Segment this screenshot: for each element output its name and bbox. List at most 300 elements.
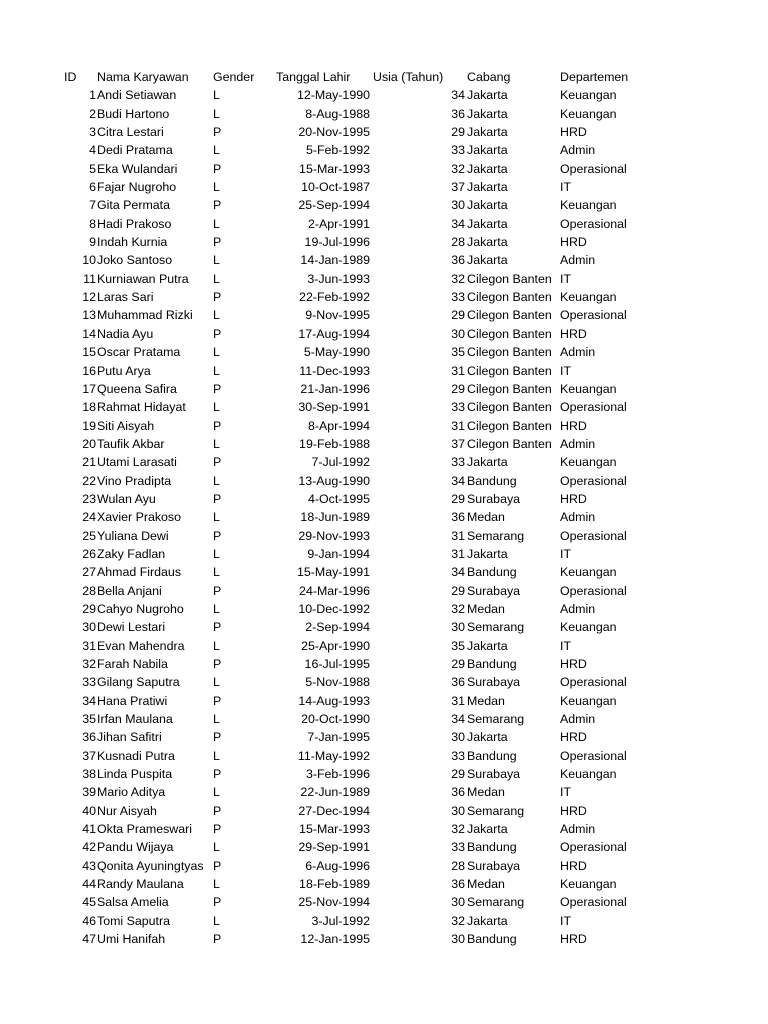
cell-dept: Keuangan: [560, 106, 617, 121]
cell-age: 29: [451, 125, 465, 140]
cell-name: Laras Sari: [97, 290, 154, 305]
table-row: [0, 838, 768, 856]
cell-age: 36: [451, 510, 465, 525]
cell-city: Jakarta: [467, 235, 508, 250]
cell-city: Jakarta: [467, 143, 508, 158]
cell-dept: Operasional: [560, 308, 627, 323]
cell-dept: Operasional: [560, 583, 627, 598]
cell-name: Bella Anjani: [97, 583, 162, 598]
cell-id: 24: [82, 510, 96, 525]
cell-gender: L: [213, 712, 220, 727]
cell-id: 8: [89, 216, 96, 231]
cell-gender: P: [213, 730, 222, 745]
cell-dob: 8-Aug-1988: [305, 106, 370, 121]
cell-age: 36: [451, 106, 465, 121]
cell-age: 31: [451, 363, 465, 378]
cell-gender: P: [213, 455, 222, 470]
cell-dob: 2-Sep-1994: [305, 620, 370, 635]
table-row: [0, 600, 768, 618]
cell-dept: Keuangan: [560, 565, 617, 580]
cell-age: 29: [451, 381, 465, 396]
table-row: [0, 251, 768, 269]
cell-id: 41: [82, 822, 96, 837]
cell-dept: IT: [560, 785, 572, 800]
cell-dept: HRD: [560, 730, 587, 745]
cell-age: 35: [451, 638, 465, 653]
cell-dob: 8-Apr-1994: [308, 418, 370, 433]
cell-gender: L: [213, 601, 220, 616]
cell-name: Qonita Ayuningtyas: [97, 858, 204, 873]
table-row: [0, 765, 768, 783]
cell-dept: Keuangan: [560, 620, 617, 635]
cell-dob: 27-Dec-1994: [298, 803, 370, 818]
cell-gender: P: [213, 235, 222, 250]
table-row: [0, 527, 768, 545]
cell-name: Irfan Maulana: [97, 712, 173, 727]
cell-city: Jakarta: [467, 88, 508, 103]
table-row: [0, 802, 768, 820]
cell-name: Vino Pradipta: [97, 473, 172, 488]
cell-age: 29: [451, 767, 465, 782]
cell-city: Cilegon Banten: [467, 345, 552, 360]
cell-name: Putu Arya: [97, 363, 151, 378]
table-row: [0, 893, 768, 911]
cell-age: 28: [451, 858, 465, 873]
cell-gender: P: [213, 381, 222, 396]
cell-age: 31: [451, 546, 465, 561]
cell-dob: 6-Aug-1996: [305, 858, 370, 873]
cell-dob: 15-May-1991: [296, 565, 370, 580]
cell-dob: 13-Aug-1990: [298, 473, 370, 488]
header-dob: Tanggal Lahir: [276, 70, 351, 84]
cell-dob: 19-Feb-1988: [299, 436, 370, 451]
table-row: [0, 178, 768, 196]
cell-name: Dedi Pratama: [97, 143, 173, 158]
cell-gender: L: [213, 106, 220, 121]
cell-name: Gilang Saputra: [97, 675, 180, 690]
cell-gender: L: [213, 748, 220, 763]
cell-city: Jakarta: [467, 638, 508, 653]
cell-gender: L: [213, 400, 220, 415]
table-row: [0, 912, 768, 930]
table-row: [0, 692, 768, 710]
cell-dept: Operasional: [560, 895, 627, 910]
cell-id: 4: [89, 143, 96, 158]
cell-gender: P: [213, 161, 222, 176]
table-row: [0, 728, 768, 746]
cell-gender: P: [213, 620, 222, 635]
cell-dept: Operasional: [560, 400, 627, 415]
cell-age: 34: [451, 216, 465, 231]
cell-dob: 3-Jul-1992: [311, 913, 370, 928]
cell-name: Linda Puspita: [97, 767, 173, 782]
table-row: [0, 655, 768, 673]
table-row: [0, 141, 768, 159]
cell-name: Okta Prameswari: [97, 822, 193, 837]
cell-dept: Keuangan: [560, 877, 617, 892]
table-row: [0, 398, 768, 416]
cell-name: Kusnadi Putra: [97, 748, 175, 763]
cell-dob: 20-Oct-1990: [301, 712, 370, 727]
cell-dob: 5-May-1990: [303, 345, 370, 360]
cell-gender: L: [213, 253, 220, 268]
cell-dept: Admin: [560, 345, 596, 360]
cell-dept: Operasional: [560, 528, 627, 543]
cell-dob: 29-Nov-1993: [298, 528, 370, 543]
cell-age: 30: [451, 620, 465, 635]
cell-gender: P: [213, 657, 222, 671]
table-body: [0, 86, 768, 948]
cell-dept: HRD: [560, 858, 587, 873]
cell-age: 36: [451, 877, 465, 892]
header-city: Cabang: [467, 70, 511, 84]
cell-gender: P: [213, 491, 222, 506]
cell-id: 27: [82, 565, 96, 580]
table-row: [0, 306, 768, 324]
cell-gender: L: [213, 143, 220, 158]
cell-dept: HRD: [560, 491, 587, 506]
cell-dept: Keuangan: [560, 290, 617, 305]
table-row: [0, 472, 768, 490]
cell-city: Jakarta: [467, 455, 508, 470]
cell-name: Taufik Akbar: [97, 436, 165, 451]
cell-name: Budi Hartono: [97, 106, 170, 121]
cell-id: 34: [82, 693, 96, 708]
cell-age: 32: [451, 271, 465, 286]
cell-city: Jakarta: [467, 161, 508, 176]
cell-dept: IT: [560, 363, 572, 378]
cell-dept: Operasional: [560, 675, 627, 690]
cell-city: Cilegon Banten: [467, 400, 552, 415]
cell-id: 15: [82, 345, 96, 360]
cell-dept: IT: [560, 913, 572, 928]
cell-city: Semarang: [467, 895, 525, 910]
cell-dob: 20-Nov-1995: [298, 125, 370, 140]
cell-dob: 11-May-1992: [297, 748, 370, 763]
cell-id: 35: [82, 712, 96, 727]
cell-city: Jakarta: [467, 125, 508, 140]
cell-id: 39: [82, 785, 96, 800]
cell-gender: P: [213, 125, 222, 140]
cell-city: Cilegon Banten: [467, 363, 552, 378]
cell-dob: 9-Nov-1995: [305, 308, 370, 323]
cell-id: 18: [82, 400, 96, 415]
cell-id: 46: [82, 913, 96, 928]
cell-dob: 2-Apr-1991: [308, 216, 370, 231]
table-row: [0, 417, 768, 435]
cell-city: Cilegon Banten: [467, 436, 552, 451]
cell-id: 23: [82, 491, 96, 506]
cell-gender: P: [213, 803, 222, 818]
cell-gender: P: [213, 895, 222, 910]
cell-name: Farah Nabila: [97, 657, 168, 671]
cell-name: Jihan Safitri: [97, 730, 162, 745]
cell-city: Semarang: [467, 528, 525, 543]
cell-id: 26: [82, 546, 96, 561]
employee-table: [0, 68, 768, 949]
cell-id: 7: [89, 198, 96, 213]
cell-age: 34: [451, 565, 465, 580]
cell-age: 32: [451, 822, 465, 837]
cell-id: 19: [82, 418, 96, 433]
cell-dob: 22-Jun-1989: [300, 785, 370, 800]
cell-dept: Operasional: [560, 473, 627, 488]
cell-city: Jakarta: [467, 730, 508, 745]
cell-age: 30: [451, 932, 465, 947]
table-row: [0, 343, 768, 361]
cell-dept: HRD: [560, 418, 587, 433]
cell-id: 5: [89, 161, 96, 176]
cell-name: Fajar Nugroho: [97, 180, 177, 195]
cell-dept: HRD: [560, 326, 587, 341]
cell-city: Medan: [467, 601, 505, 616]
cell-id: 13: [82, 308, 96, 323]
cell-dob: 30-Sep-1991: [298, 400, 370, 415]
cell-dob: 21-Jan-1996: [300, 381, 370, 396]
cell-id: 22: [82, 473, 96, 488]
table-row: [0, 233, 768, 251]
cell-dob: 3-Feb-1996: [305, 767, 370, 782]
cell-age: 33: [451, 840, 465, 855]
cell-dept: Admin: [560, 822, 596, 837]
cell-dept: Keuangan: [560, 381, 617, 396]
cell-dob: 5-Nov-1988: [305, 675, 370, 690]
cell-gender: P: [213, 418, 222, 433]
header-dept: Departemen: [560, 70, 629, 84]
cell-city: Jakarta: [467, 546, 508, 561]
cell-id: 33: [82, 675, 96, 690]
cell-dept: IT: [560, 638, 572, 653]
cell-age: 31: [451, 418, 465, 433]
cell-name: Siti Aisyah: [97, 418, 155, 433]
table-row: [0, 545, 768, 563]
header-name: Nama Karyawan: [97, 70, 189, 84]
cell-id: 6: [89, 180, 96, 195]
cell-dept: Admin: [560, 510, 596, 525]
cell-dept: Keuangan: [560, 455, 617, 470]
cell-dept: Operasional: [560, 161, 627, 176]
cell-age: 37: [451, 180, 465, 195]
cell-city: Jakarta: [467, 913, 508, 928]
cell-gender: L: [213, 88, 220, 103]
cell-name: Zaky Fadlan: [97, 546, 166, 561]
cell-dob: 24-Mar-1996: [299, 583, 370, 598]
cell-name: Citra Lestari: [97, 125, 164, 140]
cell-dept: Admin: [560, 143, 596, 158]
cell-id: 42: [82, 840, 96, 855]
cell-age: 30: [451, 730, 465, 745]
cell-dob: 5-Feb-1992: [305, 143, 370, 158]
table-row: [0, 673, 768, 691]
cell-age: 30: [451, 198, 465, 213]
cell-name: Nadia Ayu: [97, 326, 154, 341]
cell-id: 12: [82, 290, 96, 305]
cell-id: 2: [89, 106, 96, 121]
cell-city: Jakarta: [467, 198, 508, 213]
table-row: [0, 820, 768, 838]
cell-dept: Operasional: [560, 748, 627, 763]
cell-city: Jakarta: [467, 180, 508, 195]
cell-gender: L: [213, 510, 220, 525]
cell-id: 10: [82, 253, 96, 268]
cell-city: Surabaya: [467, 583, 521, 598]
cell-name: Gita Permata: [97, 198, 170, 213]
table-row: [0, 783, 768, 801]
cell-name: Hana Pratiwi: [97, 693, 168, 708]
cell-gender: L: [213, 546, 220, 561]
cell-dept: Admin: [560, 253, 596, 268]
cell-city: Medan: [467, 785, 505, 800]
cell-age: 37: [451, 436, 465, 451]
cell-id: 9: [89, 235, 96, 250]
cell-city: Bandung: [467, 657, 517, 671]
cell-gender: L: [213, 877, 220, 892]
cell-city: Surabaya: [467, 491, 521, 506]
cell-dob: 11-Dec-1993: [299, 363, 370, 378]
table-header-row: [0, 68, 768, 86]
cell-age: 34: [451, 712, 465, 727]
cell-id: 40: [82, 803, 96, 818]
header-id: ID: [64, 70, 77, 84]
cell-age: 28: [451, 235, 465, 250]
cell-gender: L: [213, 363, 220, 378]
cell-gender: P: [213, 326, 222, 341]
table-row: [0, 196, 768, 214]
cell-age: 29: [451, 657, 465, 671]
cell-gender: P: [213, 822, 222, 837]
cell-dept: Admin: [560, 712, 596, 727]
cell-age: 36: [451, 785, 465, 800]
cell-age: 29: [451, 491, 465, 506]
cell-city: Semarang: [467, 803, 525, 818]
table-row: [0, 325, 768, 343]
cell-id: 36: [82, 730, 96, 745]
cell-city: Bandung: [467, 932, 517, 947]
cell-dob: 18-Jun-1989: [300, 510, 370, 525]
table-row: [0, 508, 768, 526]
cell-age: 30: [451, 326, 465, 341]
table-row: [0, 288, 768, 306]
cell-dept: IT: [560, 271, 572, 286]
cell-city: Surabaya: [467, 767, 521, 782]
table-row: [0, 747, 768, 765]
cell-dept: HRD: [560, 932, 587, 947]
cell-id: 28: [82, 583, 96, 598]
cell-age: 34: [451, 473, 465, 488]
cell-id: 43: [82, 858, 96, 873]
cell-gender: L: [213, 785, 220, 800]
cell-age: 33: [451, 400, 465, 415]
cell-gender: L: [213, 216, 220, 231]
cell-age: 35: [451, 345, 465, 360]
cell-gender: P: [213, 767, 222, 782]
cell-dob: 17-Aug-1994: [298, 326, 370, 341]
cell-name: Mario Aditya: [97, 785, 166, 800]
cell-id: 11: [83, 271, 96, 286]
cell-dept: IT: [560, 180, 572, 195]
cell-name: Wulan Ayu: [97, 491, 156, 506]
cell-gender: L: [213, 840, 220, 855]
table-row: [0, 160, 768, 178]
cell-id: 44: [82, 877, 96, 892]
cell-dept: HRD: [560, 657, 587, 671]
cell-name: Queena Safira: [97, 381, 177, 396]
cell-gender: L: [213, 271, 220, 286]
cell-name: Nur Aisyah: [97, 803, 157, 818]
cell-id: 38: [82, 767, 96, 782]
cell-city: Cilegon Banten: [467, 308, 552, 323]
cell-name: Pandu Wijaya: [97, 840, 174, 855]
cell-dept: Operasional: [560, 216, 627, 231]
cell-dept: Admin: [560, 601, 596, 616]
cell-gender: P: [213, 528, 222, 543]
cell-dept: HRD: [560, 125, 587, 140]
cell-gender: P: [213, 858, 222, 873]
cell-name: Dewi Lestari: [97, 620, 166, 635]
cell-age: 29: [451, 583, 465, 598]
table-row: [0, 435, 768, 453]
cell-dept: HRD: [560, 803, 587, 818]
cell-dob: 12-Jan-1995: [300, 932, 370, 947]
table-row: [0, 270, 768, 288]
cell-gender: P: [213, 932, 222, 947]
header-age: Usia (Tahun): [373, 70, 444, 84]
cell-dept: Keuangan: [560, 198, 617, 213]
table-row: [0, 563, 768, 581]
cell-dob: 25-Sep-1994: [298, 198, 370, 213]
cell-id: 47: [82, 932, 96, 947]
table-row: [0, 637, 768, 655]
cell-age: 30: [451, 803, 465, 818]
cell-name: Tomi Saputra: [97, 913, 170, 928]
cell-gender: P: [213, 583, 222, 598]
table-row: [0, 930, 768, 948]
cell-age: 36: [451, 253, 465, 268]
cell-dob: 4-Oct-1995: [308, 491, 370, 506]
cell-dept: Keuangan: [560, 693, 617, 708]
header-gender: Gender: [213, 70, 255, 84]
cell-dept: Admin: [560, 436, 596, 451]
table-row: [0, 490, 768, 508]
cell-age: 32: [451, 913, 465, 928]
cell-dob: 7-Jul-1992: [311, 455, 370, 470]
cell-city: Cilegon Banten: [467, 290, 552, 305]
cell-name: Ahmad Firdaus: [97, 565, 182, 580]
cell-dept: Keuangan: [560, 767, 617, 782]
cell-city: Cilegon Banten: [467, 381, 552, 396]
table-row: [0, 215, 768, 233]
cell-age: 34: [451, 88, 465, 103]
cell-gender: L: [213, 473, 220, 488]
cell-name: Oscar Pratama: [97, 345, 181, 360]
cell-city: Jakarta: [467, 253, 508, 268]
cell-city: Surabaya: [467, 858, 521, 873]
cell-city: Bandung: [467, 565, 517, 580]
cell-id: 45: [82, 895, 96, 910]
cell-gender: L: [213, 345, 220, 360]
cell-dept: Operasional: [560, 840, 627, 855]
cell-dob: 15-Mar-1993: [299, 161, 370, 176]
cell-gender: L: [213, 308, 220, 323]
cell-age: 32: [451, 161, 465, 176]
cell-gender: L: [213, 180, 220, 195]
cell-age: 33: [451, 455, 465, 470]
cell-age: 33: [451, 143, 465, 158]
cell-name: Salsa Amelia: [97, 895, 169, 910]
cell-dob: 14-Aug-1993: [298, 693, 370, 708]
cell-gender: L: [213, 913, 220, 928]
cell-city: Bandung: [467, 748, 517, 763]
